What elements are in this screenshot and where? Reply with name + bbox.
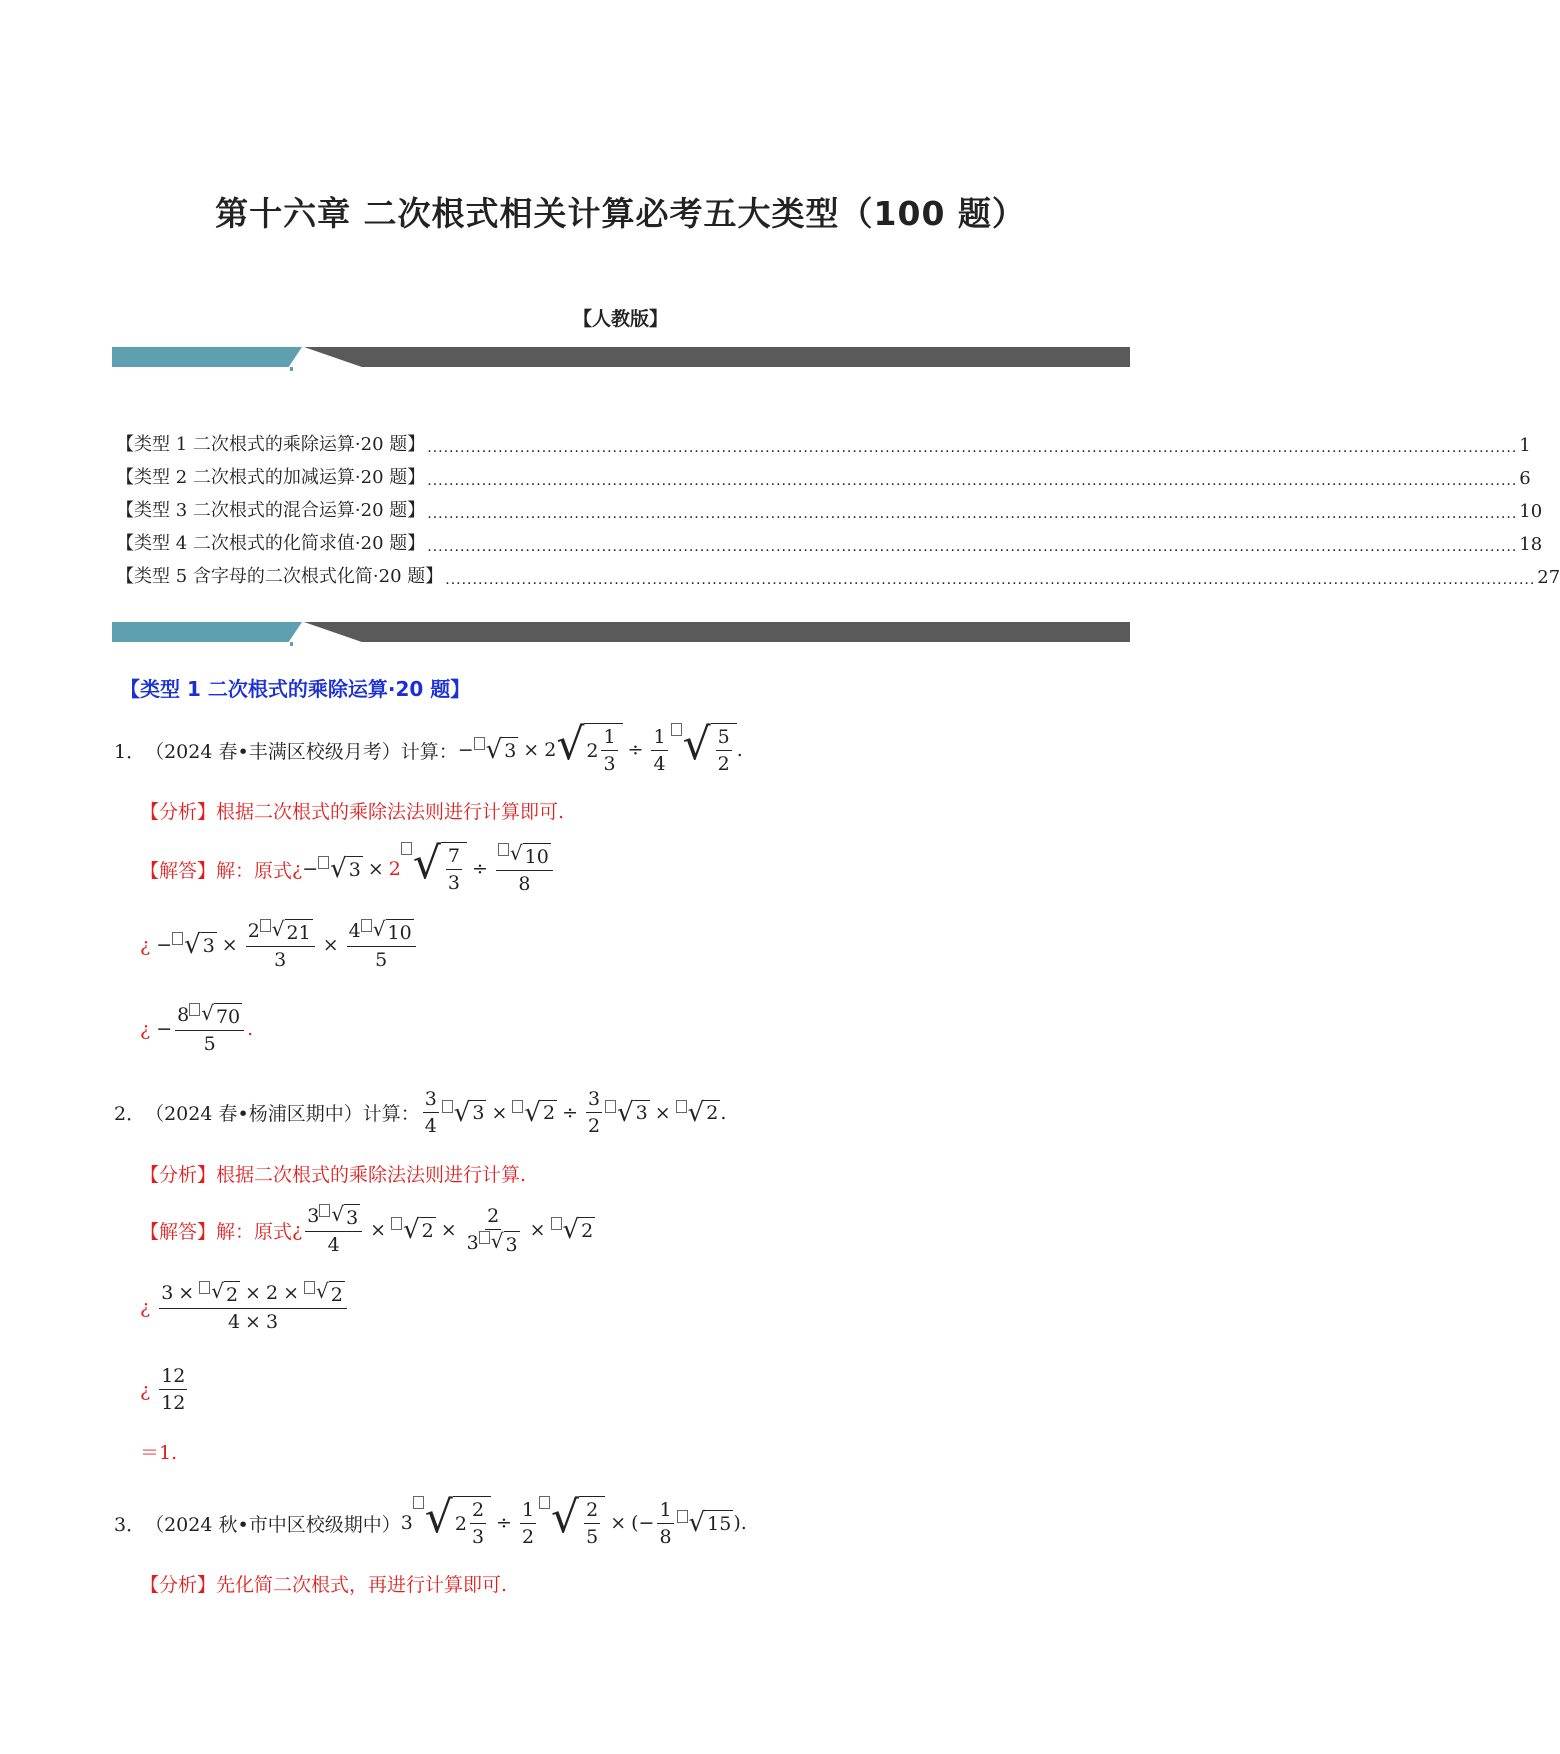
problem-2-step-3: ¿ $\frac{12}{12}$ <box>140 1365 186 1414</box>
equals-glyph: ¿ <box>140 1296 151 1319</box>
toc-item-page: 18 <box>1519 534 1543 555</box>
final-result: ＝1. <box>140 1442 178 1464</box>
problem-source: （2024 秋•市中区校级期中） <box>145 1513 401 1536</box>
problem-1-step-3: ¿ − 8 √ 70 5 . <box>140 1000 254 1055</box>
problem-source: （2024 春•杨浦区期中）计算： <box>145 1103 420 1125</box>
answer-label: 【解答】 <box>140 1220 217 1243</box>
answer-lead: 解：原式 <box>216 1220 293 1243</box>
math-expression: $\frac{3}{4}$ √ 3 × √ 2 ÷ $\frac{3}{2}$ √ 3 × √ 2 . <box>424 1088 727 1137</box>
toc-item-page: 1 <box>1519 435 1531 456</box>
problem-1-analysis <box>140 797 564 824</box>
problem-1-statement <box>114 719 743 777</box>
edition-label: 【人教版】 <box>572 308 668 330</box>
toc-leader: ........................................................................................................................................................................................................ <box>427 440 1518 456</box>
math-expression: 3 √ 2 $\frac{2}{3}$ ÷ $\frac{1}{2}$ √ $\frac{2}{5}$ × ( − $\frac{1}{8}$ √ 15 ). <box>400 1492 747 1548</box>
toc-item-page: 6 <box>1519 468 1531 489</box>
problem-3-analysis <box>140 1570 507 1597</box>
problem-number: 1． <box>114 740 146 763</box>
toc-item-label: 【类型 2 二次根式的加减运算·20 题】 <box>116 467 426 488</box>
toc-leader: ........................................................................................................................................................................................................ <box>427 506 1518 522</box>
problem-number: 3． <box>114 1513 146 1536</box>
problem-2-step-2: ¿ 3 × √ 2 × 2 × √ 2 4 × 3 <box>140 1280 350 1335</box>
toc-item[interactable] <box>116 463 1531 489</box>
toc-item[interactable] <box>116 562 1560 588</box>
problem-3-statement <box>114 1492 747 1550</box>
problem-1-step-2: ¿ − √ 3 × 2 √ 21 3 × 4 √ 10 5 <box>140 918 419 973</box>
answer-lead: 解：原式 <box>216 859 293 882</box>
analysis-label: 【分析】 <box>140 801 217 823</box>
problem-number: 2． <box>114 1103 146 1125</box>
toc-item-label: 【类型 3 二次根式的混合运算·20 题】 <box>116 500 426 521</box>
divider-band-top <box>112 347 1130 367</box>
page-title: 第十六章 二次根式相关计算必考五大类型（100 题） <box>215 194 1026 233</box>
problem-1-answer: 【解答】 解：原式 ¿ − √ 3 × 2 √ $\frac{7}{3}$ ÷ √ 10 8 <box>140 842 556 897</box>
toc-leader: ........................................................................................................................................................................................................ <box>427 539 1518 555</box>
toc-leader: ........................................................................................................................................................................................................ <box>445 572 1536 588</box>
equals-glyph: ¿ <box>140 1378 151 1401</box>
analysis-label: 【分析】 <box>140 1574 217 1596</box>
problem-2-final <box>140 1438 177 1465</box>
analysis-text: 根据二次根式的乘除法法则进行计算. <box>216 1164 527 1186</box>
problem-2-answer: 【解答】 解：原式 ¿ 3 √ 3 4 × √ 2 × 2 3 √ 3 × √ 2 <box>140 1201 594 1256</box>
problem-source: （2024 春•丰满区校级月考）计算： <box>145 740 458 763</box>
toc-item-label: 【类型 1 二次根式的乘除运算·20 题】 <box>116 434 426 455</box>
equals-glyph: ¿ <box>140 1018 151 1041</box>
toc-leader: ........................................................................................................................................................................................................ <box>427 473 1518 489</box>
equals-glyph: ¿ <box>292 1219 303 1242</box>
answer-label: 【解答】 <box>140 859 217 882</box>
toc-item-page: 27 <box>1537 567 1560 588</box>
toc-item-page: 10 <box>1519 501 1543 522</box>
analysis-label: 【分析】 <box>140 1164 217 1186</box>
toc-item-label: 【类型 4 二次根式的化简求值·20 题】 <box>116 533 426 554</box>
problem-2-statement <box>114 1086 726 1139</box>
toc-item[interactable] <box>116 496 1543 522</box>
toc-item-label: 【类型 5 含字母的二次根式化简·20 题】 <box>116 566 444 587</box>
section-heading: 【类型 1 二次根式的乘除运算·20 题】 <box>120 677 471 701</box>
divider-band-bottom <box>112 622 1130 642</box>
problem-2-analysis <box>140 1160 526 1187</box>
analysis-text: 根据二次根式的乘除法法则进行计算即可. <box>216 801 565 823</box>
equals-glyph: ¿ <box>292 858 303 881</box>
analysis-text: 先化简二次根式，再进行计算即可. <box>216 1574 508 1596</box>
toc-item[interactable] <box>116 529 1543 555</box>
equals-glyph: ¿ <box>140 934 151 957</box>
math-expression: − √ 3 × 2 √ 2 $\frac{1}{3}$ ÷ $\frac{1}{4}$ √ $\frac{5}{2}$ . <box>457 719 743 775</box>
toc-item[interactable] <box>116 430 1531 456</box>
